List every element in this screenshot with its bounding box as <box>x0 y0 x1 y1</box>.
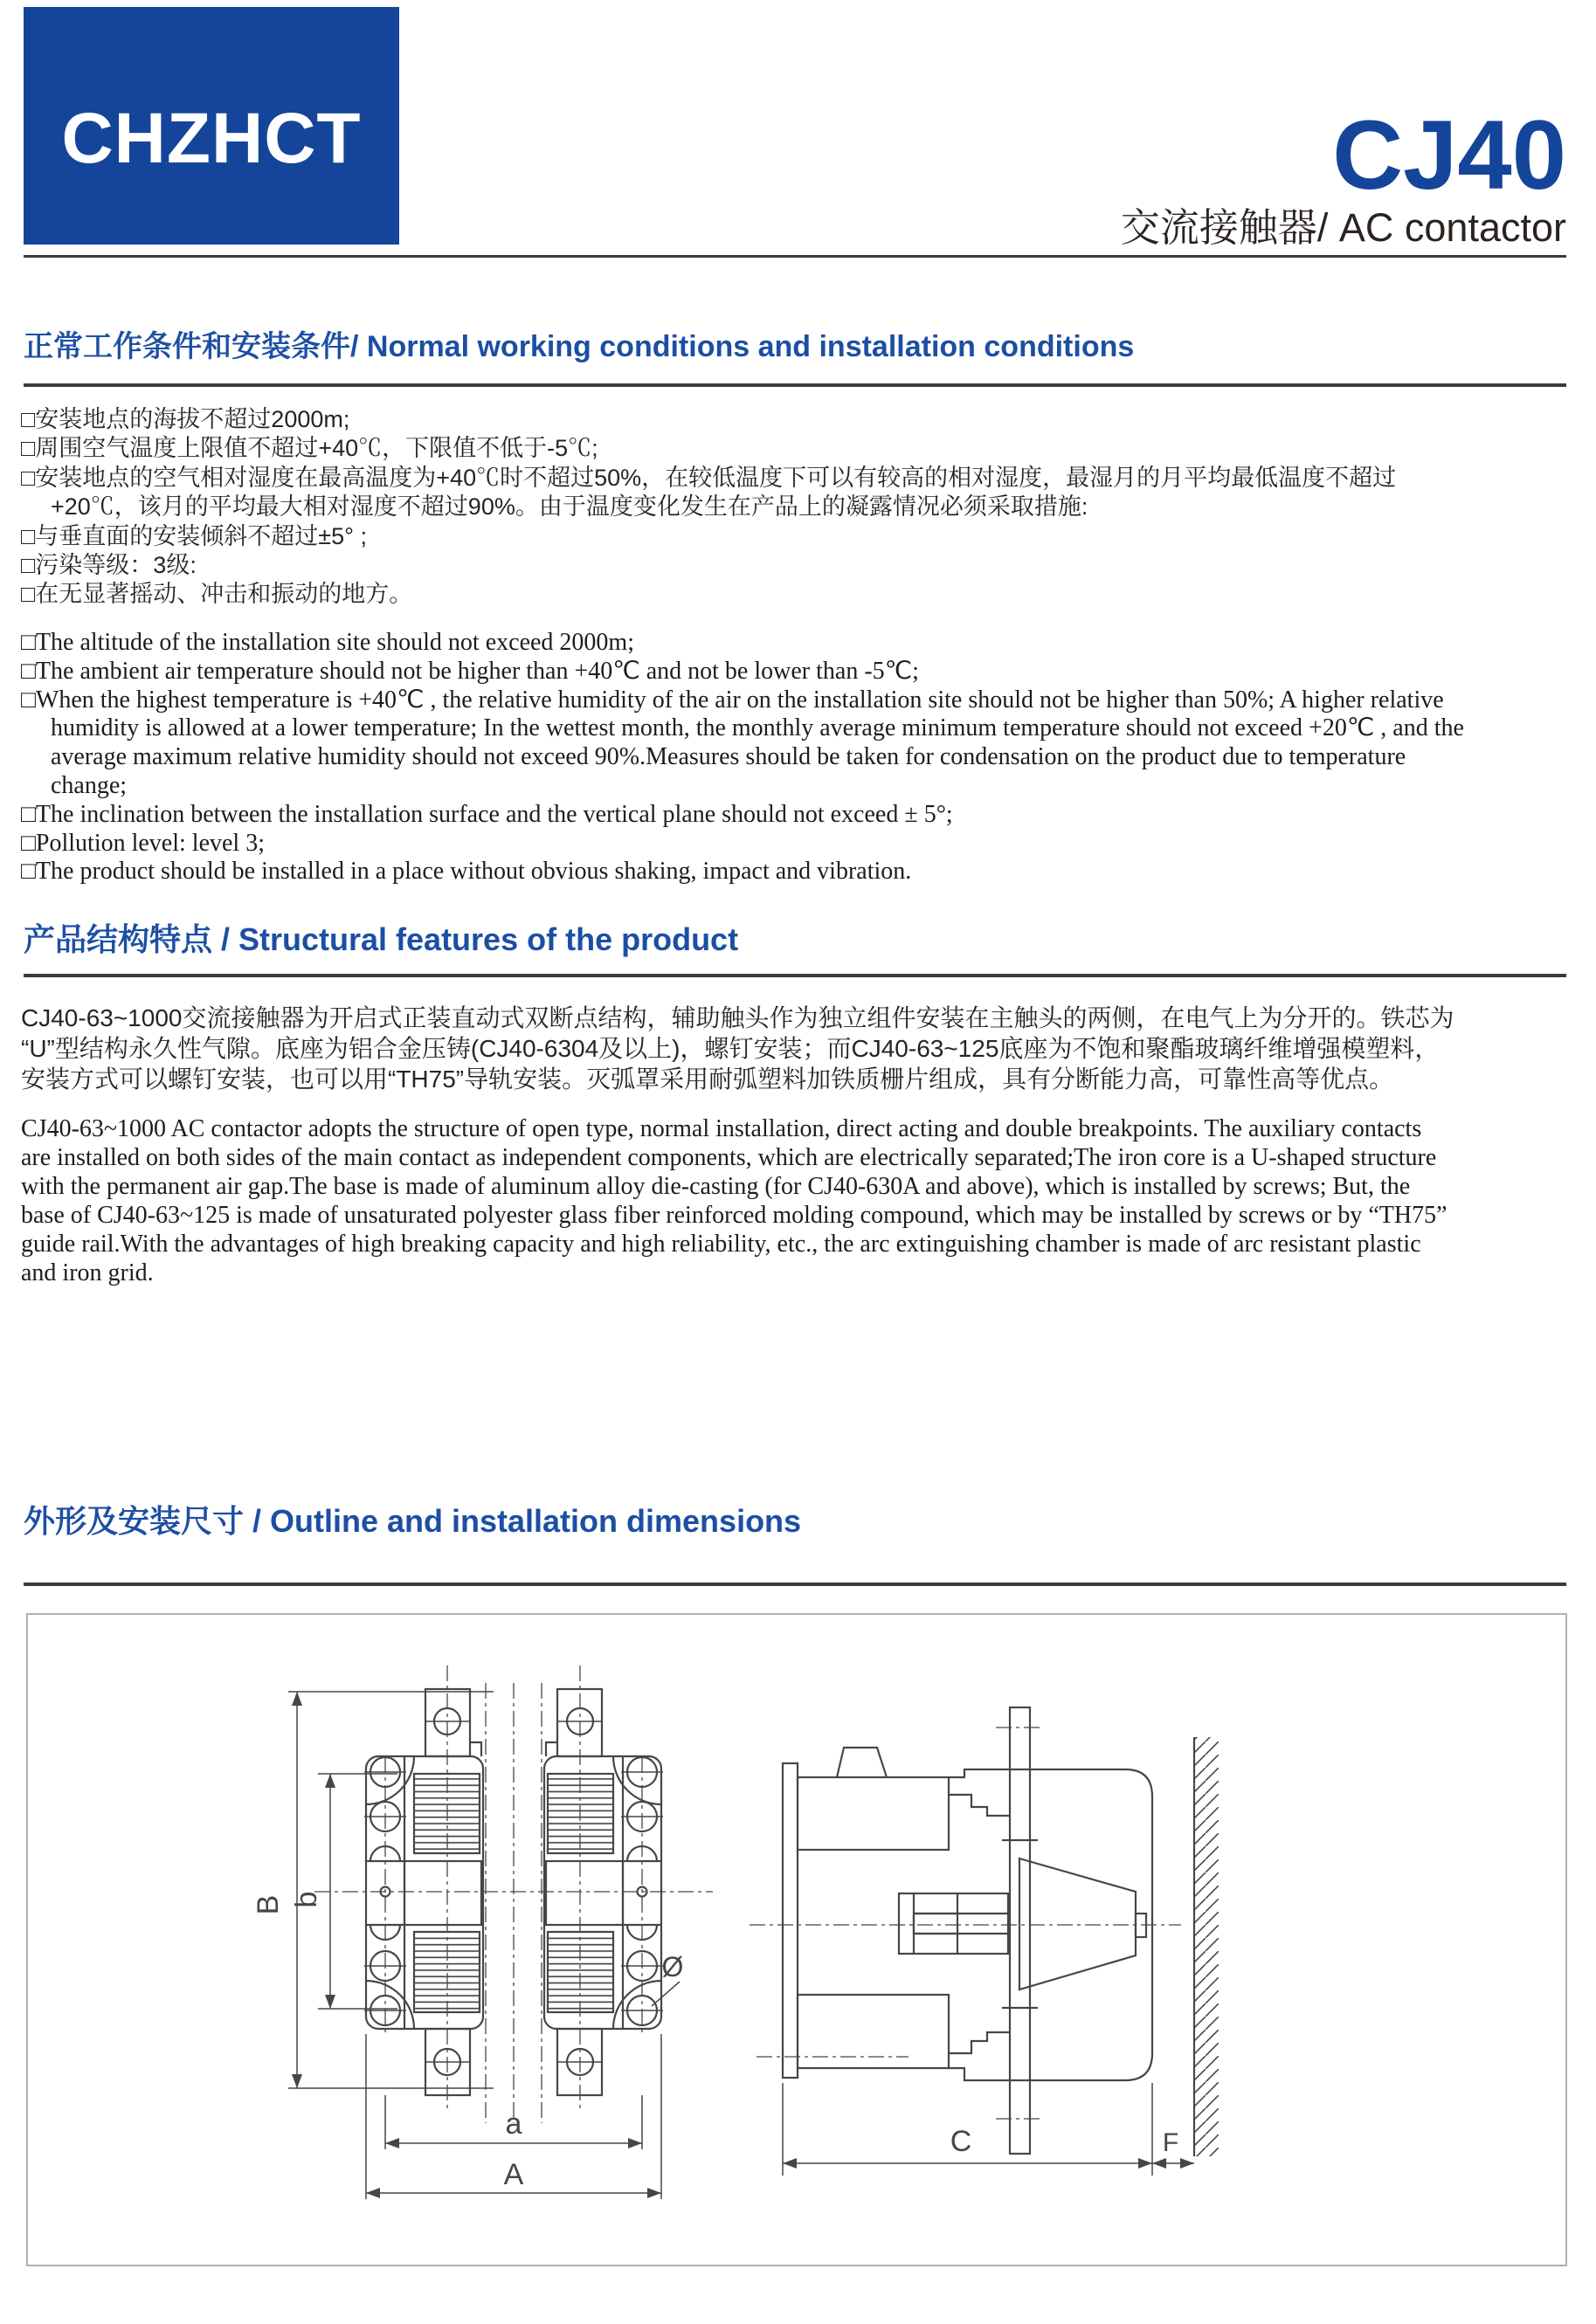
section-heading-outline-dimensions: 外形及安装尺寸 / Outline and installation dimensions <box>24 1503 802 1539</box>
list-item: □污染等级：3级: <box>21 552 197 579</box>
dim-label-A: A <box>503 2158 524 2191</box>
list-item: and iron grid. <box>21 1259 154 1286</box>
section-heading-structural-features: 产品结构特点 / Structural features of the product <box>24 921 739 957</box>
conditions-list-en <box>21 629 1585 886</box>
list-item: are installed on both sides of the main contact as independent components, which are electrically separated;The iron core is a U-shaped structure <box>21 1144 1437 1171</box>
list-item: □与垂直面的安装倾斜不超过±5° ; <box>21 522 367 549</box>
section-divider <box>24 383 1566 387</box>
dim-label-diameter: Ø <box>661 1951 684 1983</box>
header-divider <box>24 255 1566 258</box>
dim-label-a: a <box>505 2107 522 2141</box>
list-item: “U”型结构永久性气隙。底座为铝合金压铸(CJ40-6304及以上)，螺钉安装；而CJ40-63~125底座为不饱和聚酯玻璃纤维增强模塑料， <box>21 1035 1440 1062</box>
list-item: guide rail.With the advantages of high breaking capacity and high reliability, etc., the arc extinguishing chamber is made of arc resistant plastic <box>21 1231 1421 1258</box>
conditions-list-zh <box>21 405 1585 610</box>
list-item: □安装地点的空气相对湿度在最高温度为+40℃时不超过50%，在较低温度下可以有较高的相对湿度，最湿月的月平均最低温度不超过 +20℃，该月的平均最大相对湿度不超过90%。由于温度变化发生在产品上的凝露情况必须采取措施: <box>21 464 1397 521</box>
product-code-title: CJ40 <box>1332 100 1566 210</box>
list-item: □The ambient air temperature should not be higher than +40℃ and not be lower than -5℃; <box>21 657 919 685</box>
dim-label-F: F <box>1162 2128 1179 2157</box>
list-item: CJ40-63~1000 AC contactor adopts the structure of open type, normal installation, direct acting and double breakpoints. The auxiliary contacts <box>21 1115 1422 1142</box>
list-item: □When the highest temperature is +40℃ , the relative humidity of the air on the installation site should not be higher than 50%; A higher relative humidity is allowed at a lower temperature; In the wettest month, the monthly average minimum temperature should not exceed +20℃ , and the average maximum relative humidity should not exceed 90%.Measures should be taken for condensation on the product due to temperature change; <box>21 686 1464 799</box>
section-divider <box>24 974 1566 977</box>
list-item: with the permanent air gap.The base is made of aluminum alloy die-casting (for CJ40-630A and above), which is installed by screws; But, the <box>21 1173 1411 1200</box>
dimension-labels <box>252 1892 1178 2191</box>
section-heading-working-conditions: 正常工作条件和安装条件/ Normal working conditions and installation conditions <box>24 330 1135 363</box>
list-item: □The inclination between the installation surface and the vertical plane should not exceed ± 5°; <box>21 800 953 828</box>
features-paragraph-en <box>21 1114 1585 1287</box>
dim-label-B: B <box>252 1894 285 1915</box>
list-item: □Pollution level: level 3; <box>21 829 265 857</box>
drawing-lines <box>252 1665 1219 2199</box>
list-item: 安装方式可以螺钉安装，也可以用“TH75”导轨安装。灭弧罩采用耐弧塑料加铁质栅片组成，具有分断能力高，可靠性高等优点。 <box>21 1065 1394 1093</box>
list-item: CJ40-63~1000交流接触器为开启式正装直动式双断点结构，辅助触头作为独立组件安装在主触头的两侧，在电气上为分开的。铁芯为 <box>21 1004 1454 1031</box>
list-item: □在无显著摇动、冲击和振动的地方。 <box>21 581 413 608</box>
dim-label-b: b <box>290 1891 323 1908</box>
list-item: □周围空气温度上限值不超过+40℃，下限值不低于-5℃; <box>21 435 598 462</box>
brand-logo <box>24 7 399 245</box>
list-item: base of CJ40-63~125 is made of unsaturated polyester glass fiber reinforced molding compound, which may be installed by screws or by “TH75” <box>21 1202 1447 1229</box>
outline-drawing <box>26 1613 1567 2266</box>
features-paragraph-zh <box>21 1003 1585 1094</box>
product-subtitle: 交流接触器/ AC contactor <box>1120 205 1566 250</box>
side-view <box>750 1707 1219 2156</box>
section-divider <box>24 1583 1566 1586</box>
mounting-wall-hatch <box>1194 1737 1219 2156</box>
list-item: □安装地点的海拔不超过2000m; <box>21 406 350 432</box>
brand-logo-text: CHZHCT <box>61 99 362 178</box>
list-item: □The product should be installed in a place without obvious shaking, impact and vibration. <box>21 858 912 886</box>
dim-label-C: C <box>950 2125 972 2158</box>
list-item: □The altitude of the installation site should not exceed 2000m; <box>21 629 634 656</box>
front-view <box>314 1665 713 2123</box>
